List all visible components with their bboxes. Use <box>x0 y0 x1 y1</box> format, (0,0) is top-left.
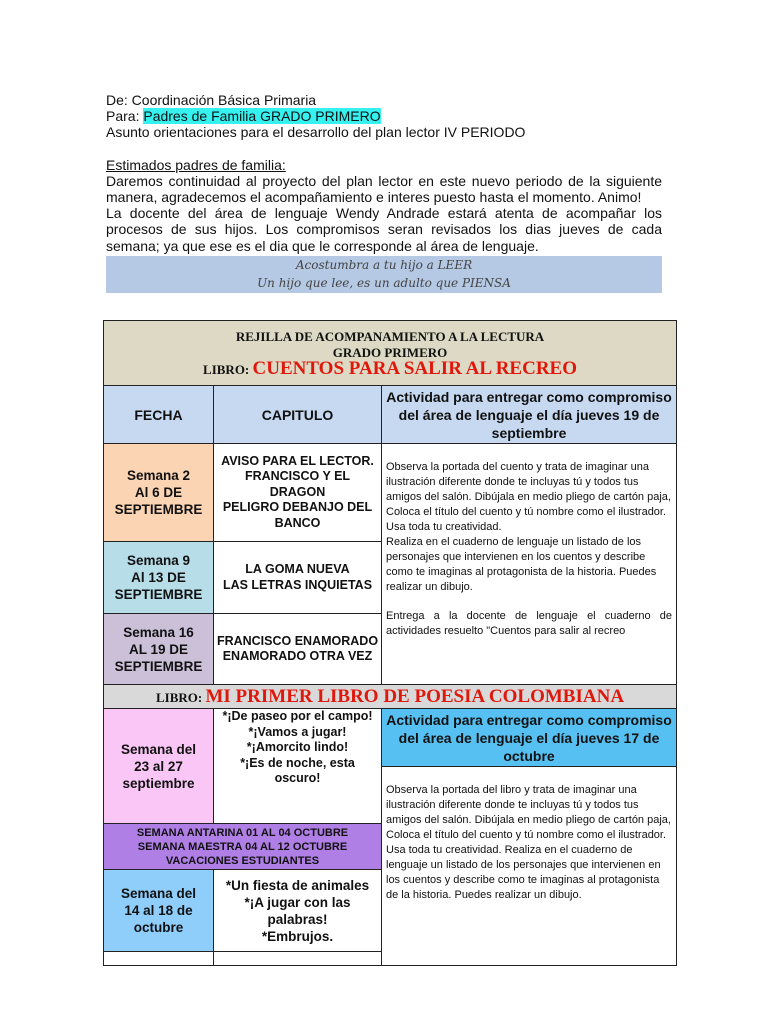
chapter-row-5: *Un fiesta de animales *¡A jugar con las palabras! *Embrujos. <box>214 870 382 952</box>
activity-1a: Observa la portada del cuento y trata de imaginar una ilustración diferente donde te incluyas tú y todos tus amigos del salón. Dibújala en medio pliego de cartón paja, Coloca el título del cuento y tú nombre como el ilustrador. Usa toda tu creatividad. <box>386 461 671 533</box>
col-capitulo: CAPITULO <box>214 386 382 444</box>
semana-notice: SEMANA ANTARINA 01 AL 04 OCTUBRE SEMANA MAESTRA 04 AL 12 OCTUBRE VACACIONES ESTUDIANTES <box>104 824 382 870</box>
book1-title <box>106 357 674 379</box>
libro-label-2: LIBRO: <box>155 689 206 705</box>
greeting: Estimados padres de familia: <box>106 156 286 173</box>
spacer-cell-1 <box>104 952 214 966</box>
grid-title <box>104 321 677 386</box>
col-actividad-1: Actividad para entregar como compromiso del área de lenguaje el día jueves 19 de septiembre <box>382 386 677 444</box>
week-row-2: Semana 9 Al 13 DE SEPTIEMBRE <box>104 542 214 614</box>
banner-line-2: Un hijo que lee, es un adulto que PIENSA <box>257 276 511 290</box>
from-line: De: Coordinación Básica Primaria <box>106 92 317 108</box>
col-fecha: FECHA <box>104 386 214 444</box>
banner-line-1: Acostumbra a tu hijo a LEER <box>295 258 473 272</box>
week-row-1: Semana 2 Al 6 DE SEPTIEMBRE <box>104 444 214 542</box>
grid-title-line-1: REJILLA DE ACOMPANAMIENTO A LA LECTURA <box>235 328 545 344</box>
chapter-row-2: LA GOMA NUEVA LAS LETRAS INQUIETAS <box>214 542 382 614</box>
book2-name: MI PRIMER LIBRO DE POESIA COLOMBIANA <box>205 685 625 707</box>
paragraph-1: Daremos continuidad al proyecto del plan lector en este nuevo periodo de la siguiente manera, agradecemos el acompañamiento e interes puesto hasta el momento. Animo! <box>106 172 662 206</box>
activity-cell-2 <box>382 767 677 966</box>
libro-label: LIBRO: <box>203 361 253 377</box>
chapter-row-4: *¡De paseo por el campo! *¡Vamos a jugar! *¡Amorcito lindo! *¡Es de noche, esta oscuro! <box>214 709 382 824</box>
col-actividad-2: Actividad para entregar como compromiso del área de lenguaje el día jueves 17 de octubre <box>382 709 677 767</box>
reading-grid <box>103 320 677 966</box>
grid-title-line-2: GRADO PRIMERO <box>332 344 448 360</box>
subject-line: Asunto orientaciones para el desarrollo del plan lector IV PERIODO <box>106 124 526 141</box>
paragraph-2: La docente del área de lenguaje Wendy Andrade estará atenta de acompañar los procesos de sus hijos. Los compromisos seran revisados los dias jueves de cada semana; ya que ese es el dia que le corresponde al área de lenguaje. <box>106 205 662 254</box>
week-row-4: Semana del 23 al 27 septiembre <box>104 709 214 824</box>
week-row-5: Semana del 14 al 18 de octubre <box>104 870 214 952</box>
activity-1b: Realiza en el cuaderno de lenguaje un listado de los personajes que intervienen en los cuentos y describe como te imaginas al protagonista de la historia. Puedes realizar un dibujo. <box>386 536 657 593</box>
spacer-cell-2 <box>214 952 382 966</box>
to-value: Padres de Familia GRADO PRIMERO <box>143 108 381 125</box>
to-line <box>106 108 662 124</box>
to-label: Para: <box>106 108 144 125</box>
activity-2: Observa la portada del libro y trata de imaginar una ilustración diferente donde te incluyas tú y todos tus amigos del salón. Dibújala en medio pliego de cartón paja, Coloca el título del cuento y tú nombre como el ilustrador. Usa toda tu creatividad. Realiza en el cuaderno de lenguaje un listado de los personajes que intervienen en los cuentos y describe como te imaginas al protagonista de la historia. Puedes realizar un dibujo. <box>386 784 671 901</box>
activity-cell-1 <box>382 444 677 685</box>
reading-banner <box>106 256 662 293</box>
chapter-row-3: FRANCISCO ENAMORADO ENAMORADO OTRA VEZ <box>214 614 382 685</box>
activity-1c: Entrega a la docente de lenguaje el cuaderno de actividades resuelto "Cuentos para salir al recreo <box>386 610 673 637</box>
memo-header <box>106 92 662 254</box>
chapter-row-1: AVISO PARA EL LECTOR. FRANCISCO Y EL DRAGON PELIGRO DEBANJO DEL BANCO <box>214 444 382 542</box>
week-row-3: Semana 16 AL 19 DE SEPTIEMBRE <box>104 614 214 685</box>
book2-title <box>104 685 677 709</box>
book1-name: CUENTOS PARA SALIR AL RECREO <box>252 357 577 379</box>
